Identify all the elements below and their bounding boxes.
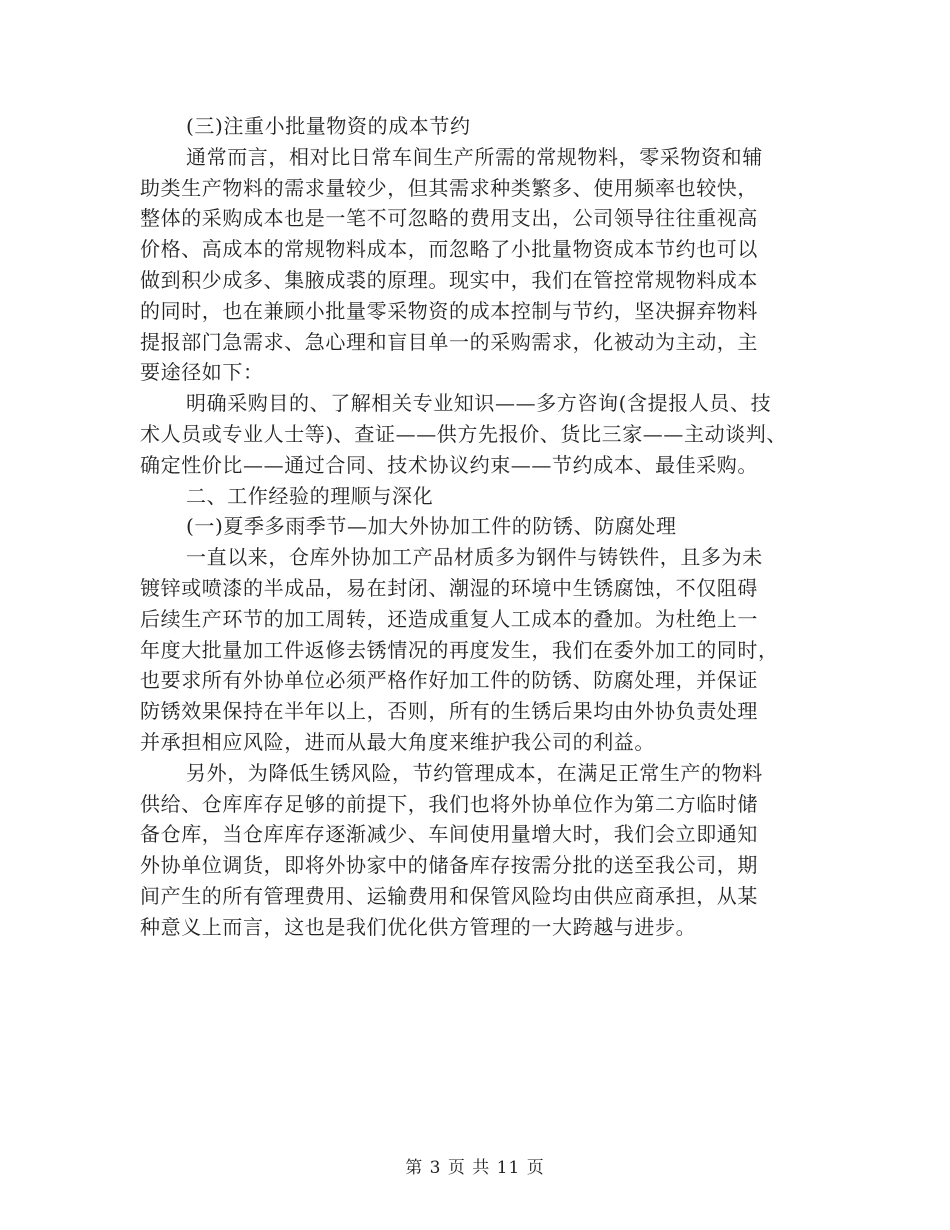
text-line: 间产生的所有管理费用、运输费用和保管风险均由供应商承担，从某 [140,883,758,908]
page-number-footer: 第 3 页 共 11 页 [405,1158,545,1178]
text-line: 并承担相应风险，进而从最大角度来维护我公司的利益。 [140,729,655,754]
document-body [140,111,830,943]
text-line: 种意义上而言，这也是我们优化供方管理的一大跨越与进步。 [140,914,697,939]
text-line: 明确采购目的、了解相关专业知识——多方咨询(含提报人员、技 [186,391,772,416]
text-line: 做到积少成多、集腋成裘的原理。现实中，我们在管控常规物料成本 [140,267,758,292]
text-line: 年度大批量加工件返修去锈情况的再度发生，我们在委外加工的同时， [140,637,779,662]
text-line: 也要求所有外协单位必须严格作好加工件的防锈、防腐处理，并保证 [140,668,758,693]
text-line: 供给、仓库库存足够的前提下，我们也将外协单位作为第二方临时储 [140,791,758,816]
text-line: 防锈效果保持在半年以上，否则，所有的生锈后果均由外协负责处理 [140,699,758,724]
text-line: (一)夏季多雨季节—加大外协加工件的防锈、防腐处理 [186,514,677,539]
text-line: 整体的采购成本也是一笔不可忽略的费用支出，公司领导往往重视高 [140,206,758,231]
text-line: 价格、高成本的常规物料成本，而忽略了小批量物资成本节约也可以 [140,237,758,262]
text-line: 外协单位调货，即将外协家中的储备库存按需分批的送至我公司，期 [140,853,758,878]
text-line: 另外，为降低生锈风险，节约管理成本，在满足正常生产的物料 [186,760,763,785]
text-line: 要途径如下： [140,360,264,385]
text-line: 镀锌或喷漆的半成品，易在封闭、潮湿的环境中生锈腐蚀，不仅阻碍 [140,575,758,600]
text-line: 助类生产物料的需求量较少，但其需求种类繁多、使用频率也较快， [140,175,758,200]
text-line: 的同时，也在兼顾小批量零采物资的成本控制与节约，坚决摒弃物料 [140,298,758,323]
text-line: 备仓库，当仓库库存逐渐减少、车间使用量增大时，我们会立即通知 [140,822,758,847]
text-line: 通常而言，相对比日常车间生产所需的常规物料，零采物资和辅 [186,144,763,169]
text-line: (三)注重小批量物资的成本节约 [186,114,471,138]
text-line: 一直以来，仓库外协加工产品材质多为钢件与铸铁件，且多为未 [186,545,763,570]
text-line: 后续生产环节的加工周转，还造成重复人工成本的叠加。为杜绝上一 [140,606,758,631]
text-line: 确定性价比——通过合同、技术协议约束——节约成本、最佳采购。 [140,452,758,477]
text-line: 术人员或专业人士等)、查证——供方先报价、货比三家——主动谈判、 [140,421,788,446]
text-line: 二、工作经验的理顺与深化 [186,483,434,508]
text-line: 提报部门急需求、急心理和盲目单一的采购需求，化被动为主动，主 [140,329,758,354]
